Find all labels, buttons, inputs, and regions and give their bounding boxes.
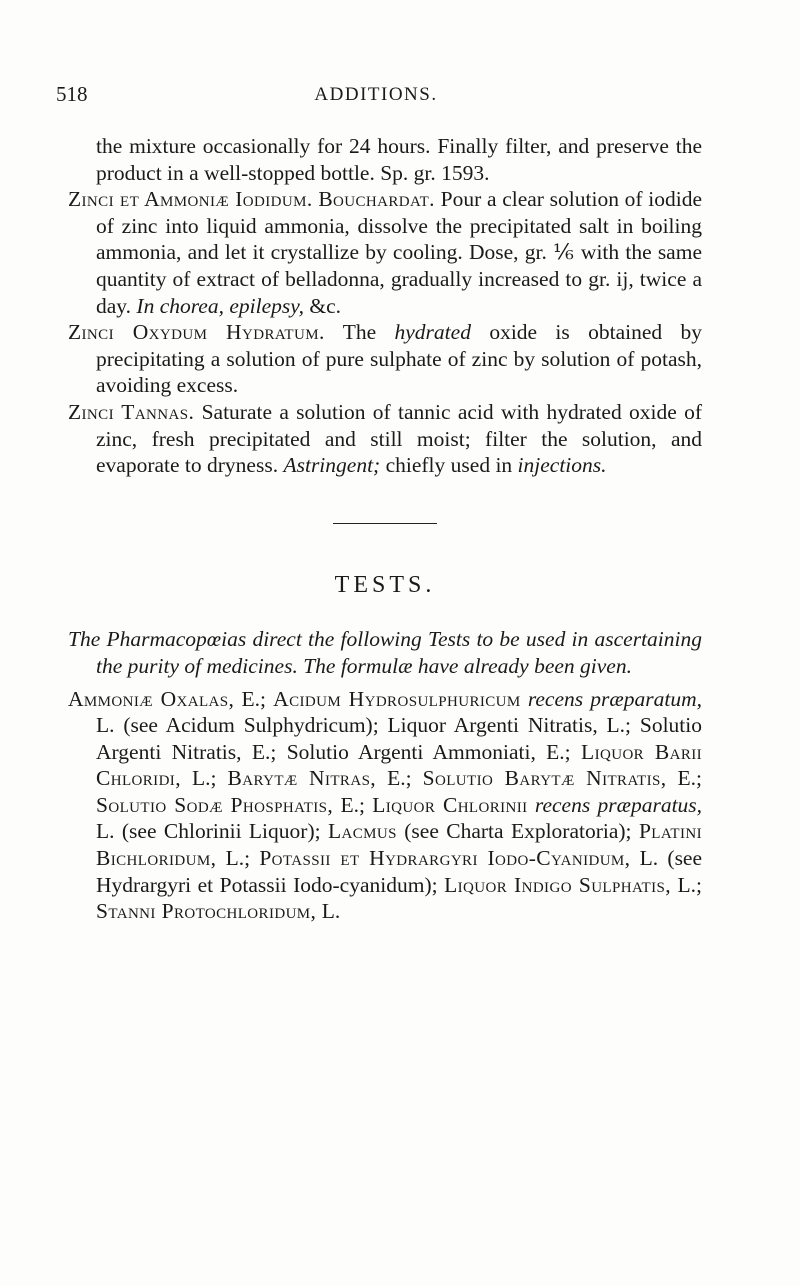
test-ref: L. xyxy=(321,899,341,924)
section-title: TESTS. xyxy=(334,571,436,598)
entry-emphasis: hydrated xyxy=(394,320,471,345)
test-qualifier: recens præparatum, xyxy=(527,686,703,711)
test-name: Solutio Sodæ Phosphatis, xyxy=(96,792,334,817)
test-ref: L. (see Chlorinii Liquor); xyxy=(96,819,321,844)
entry-name: Zinci et Ammoniæ Iodidum. xyxy=(68,187,313,212)
page-number: 518 xyxy=(56,82,88,106)
test-plain: Liquor Argenti Nitratis, L.; Solutio Argenti Nitratis, E.; Solutio Argenti Ammoniati, E.; xyxy=(96,713,703,764)
entry-use: In chorea, epilepsy, xyxy=(136,293,304,318)
entry-text: chiefly used in xyxy=(385,453,513,478)
test-name: Acidum Hydrosulphuricum xyxy=(273,686,521,711)
entry-zinci-tannas xyxy=(68,399,702,479)
entry-text: Pour a clear solution of iodide of zinc into liquid ammonia, dissolve the precipitated salt in boiling ammonia, and let it crystallize by cooling. Dose, gr. ⅙ with the same quantity of extract of belladonna, gradually increased to gr. ij, twice a day. xyxy=(96,187,703,318)
test-ref: E.; xyxy=(677,766,703,791)
entry-text: The xyxy=(342,320,377,345)
test-name: Potassii et Hydrargyri Iodo-Cyanidum, xyxy=(259,846,631,871)
tests-list xyxy=(68,686,702,925)
test-ref: L. (see Acidum Sulphydricum); xyxy=(96,713,379,738)
test-name: Platini Bichloridum, xyxy=(96,819,703,871)
entry-use: injections. xyxy=(517,453,607,478)
running-head xyxy=(56,82,696,112)
test-name: Ammoniæ Oxalas, xyxy=(68,686,235,711)
test-ref: L. (see Hydrargyri et Potassii Iodo-cyanidum); xyxy=(96,846,703,897)
test-ref: (see Charta Exploratoria); xyxy=(404,819,632,844)
test-name: Liquor Indigo Sulphatis, xyxy=(444,872,672,897)
entry-etc: &c. xyxy=(309,293,342,318)
test-name: Barytæ Nitras, xyxy=(227,766,377,791)
test-ref: E.; xyxy=(387,766,412,791)
entry-author: Bouchardat. xyxy=(318,187,435,212)
tests-intro: The Pharmacopœias direct the following Tests to be used in ascertaining the purity of medicines. The formulæ have already been given. xyxy=(68,627,702,678)
section-divider xyxy=(333,523,437,524)
test-ref: L.; xyxy=(225,846,251,871)
test-ref: L.; xyxy=(677,872,703,897)
test-name: Stanni Protochloridum, xyxy=(96,899,317,924)
continuation-paragraph: the mixture occasionally for 24 hours. Finally filter, and preserve the product in a well-stopped bottle. Sp. gr. 1593. xyxy=(96,134,702,185)
entry-name: Zinci Oxydum Hydratum. xyxy=(68,320,325,345)
entry-text: oxide is obtained by precipitating a solution of pure sulphate of zinc by solution of potash, avoiding excess. xyxy=(96,320,703,398)
test-name: Liquor Barii Chloridi, xyxy=(96,739,703,791)
test-name: Liquor Chlorinii xyxy=(372,792,528,817)
entry-text: Saturate a solution of tannic acid with hydrated oxide of zinc, fresh precipitated and still moist; filter the solution, and evaporate to dryness. xyxy=(96,399,703,478)
test-name: Solutio Barytæ Nitratis, xyxy=(422,766,667,791)
entry-name: Zinci Tannas. xyxy=(68,399,195,424)
entry-zinci-ammoniae xyxy=(68,186,702,319)
test-ref: E.; xyxy=(241,686,266,711)
entry-use: Astringent; xyxy=(283,453,381,478)
body-text xyxy=(68,133,702,925)
test-ref: L.; xyxy=(192,766,217,791)
test-qualifier: recens præparatus, xyxy=(534,792,703,817)
test-name: Lacmus xyxy=(327,819,397,844)
running-title: ADDITIONS. xyxy=(314,84,438,105)
entry-zinci-oxydum xyxy=(68,319,702,399)
test-ref: E.; xyxy=(340,792,365,817)
